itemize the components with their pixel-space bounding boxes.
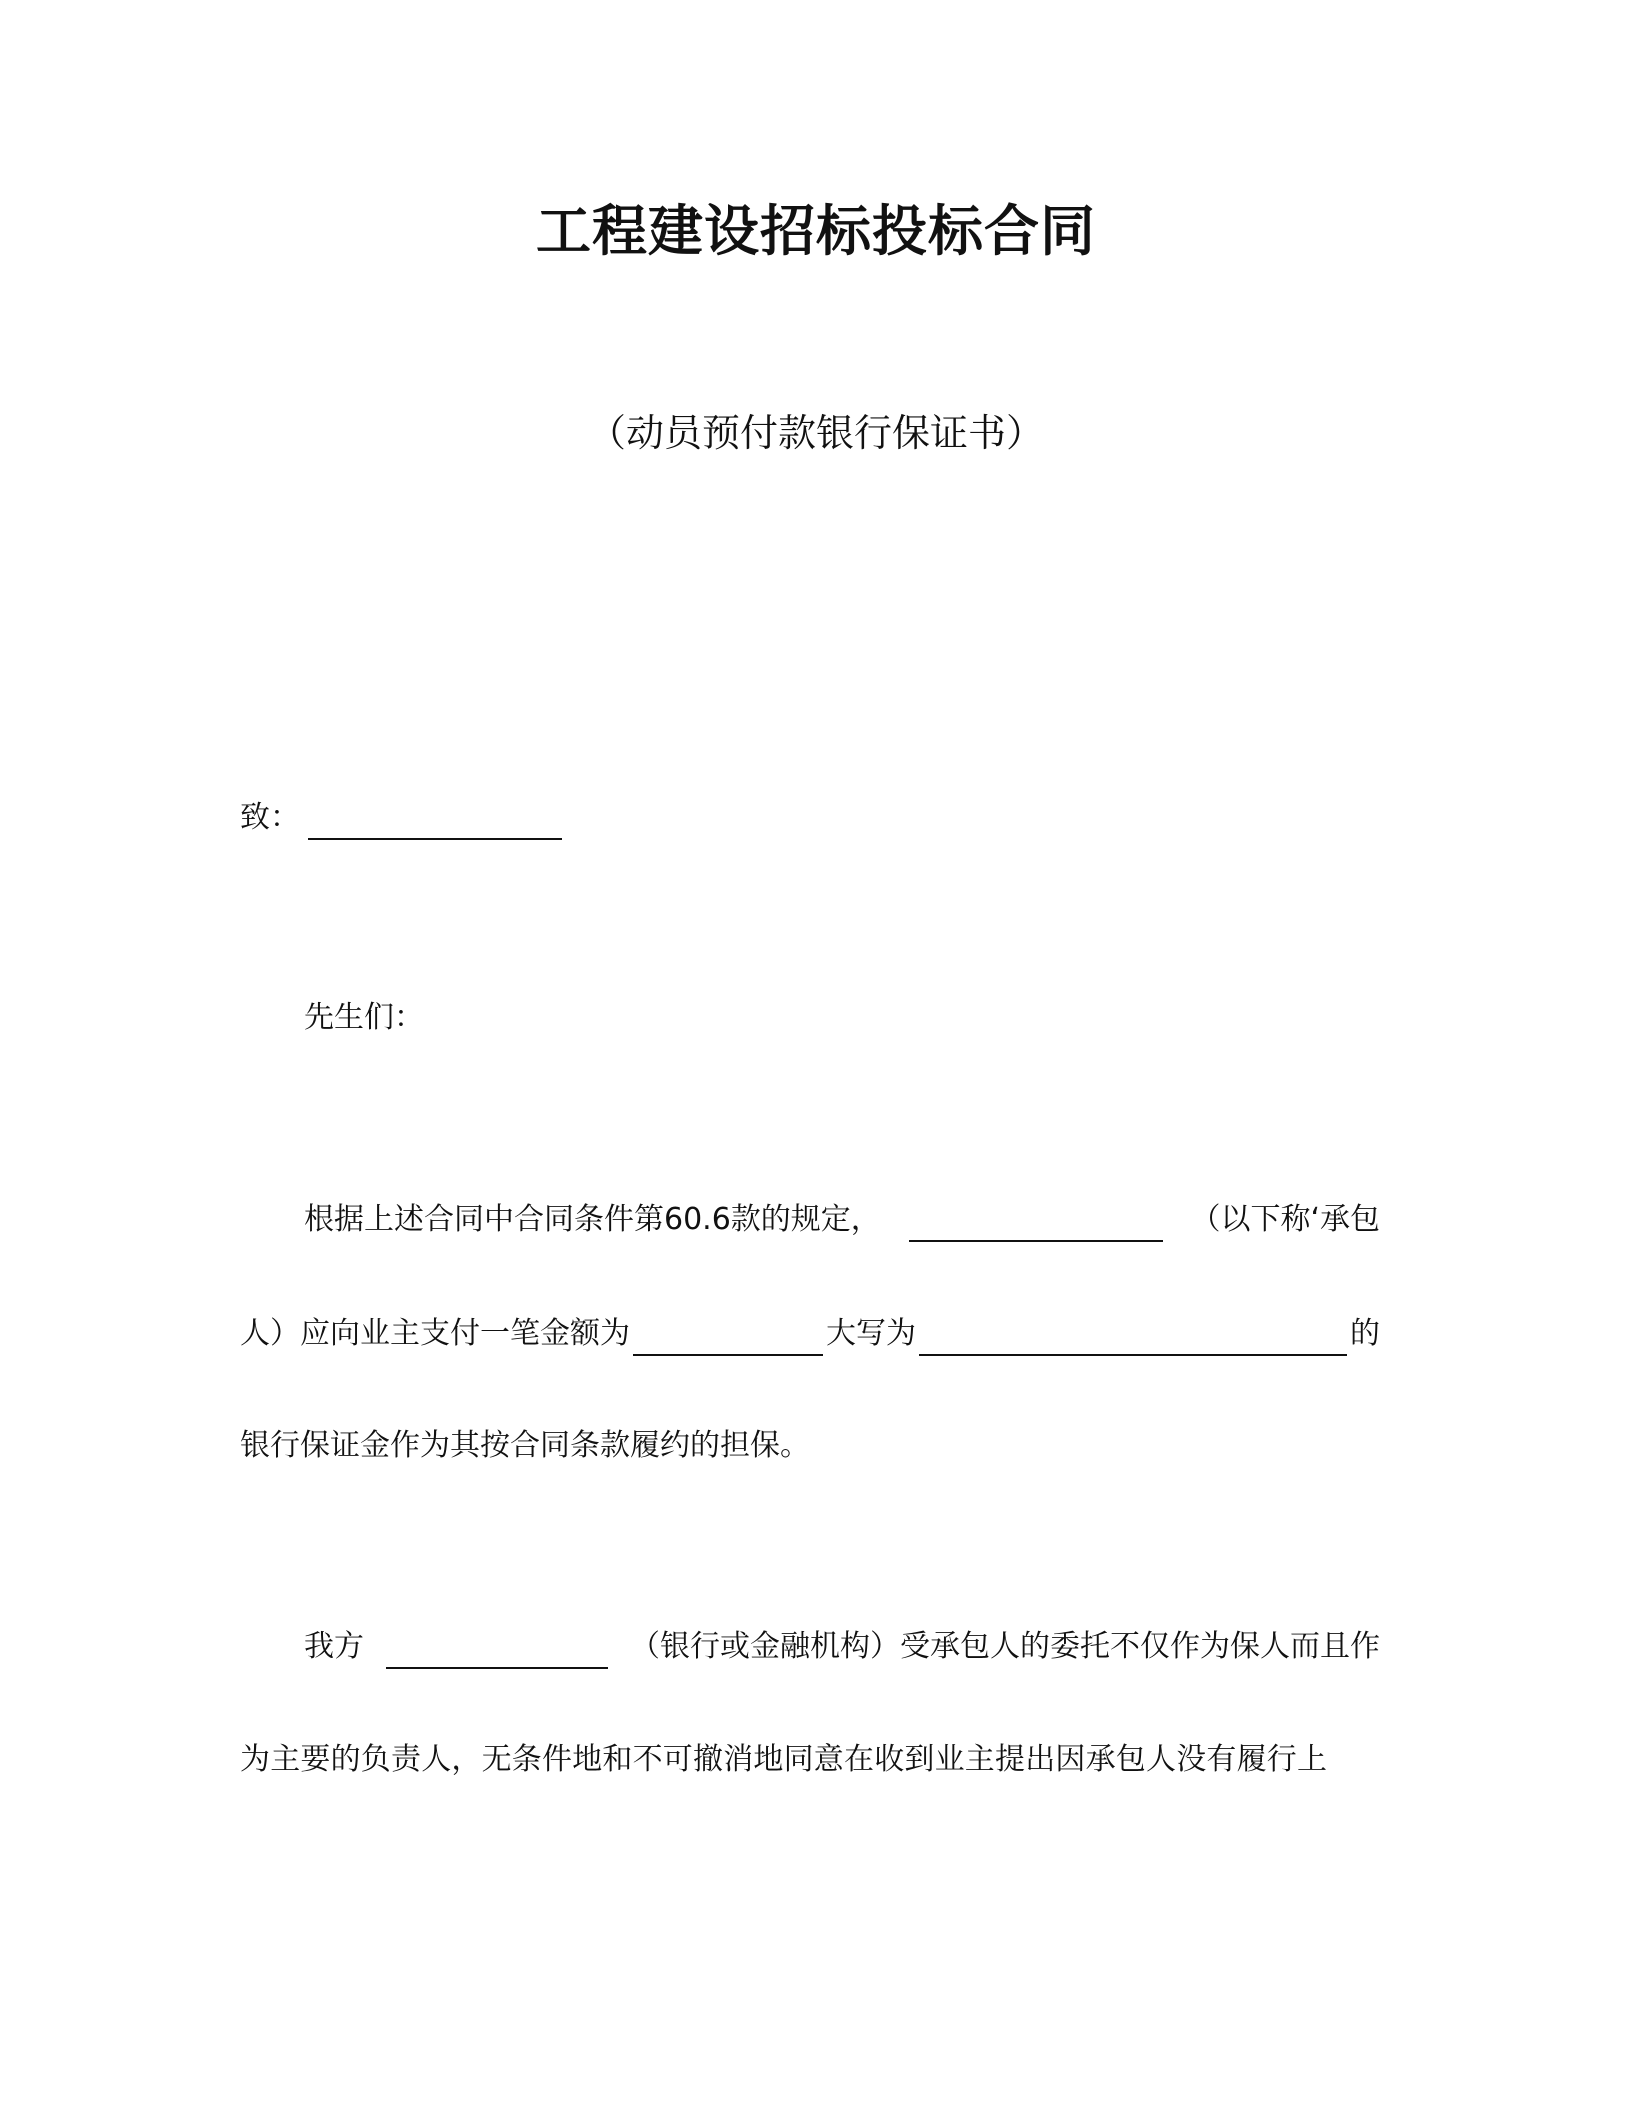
recipient-blank [308,802,562,840]
para2-line1 [304,1625,1380,1669]
para1-line2 [240,1312,1380,1356]
document-title: 工程建设招标投标合同 [535,199,1096,263]
salutation: 先生们： [304,1000,424,1035]
contractor-blank [909,1204,1163,1242]
para2-line1-text-b: （银行或金融机构）受承包人的委托不仅作为保人而且作 [630,1629,1380,1664]
para1-line2-text-a: 人）应向业主支付一笔金额为 [240,1316,630,1351]
para1-line3: 银行保证金作为其按合同条款履约的担保。 [240,1428,810,1463]
bank-blank [386,1631,608,1669]
para1-line2-text-c: 的 [1350,1316,1380,1351]
to-label: 致： [240,800,300,835]
document-subtitle: （动员预付款银行保证书） [587,411,1044,455]
para1-line1-text-b: （以下称‘承包 [1190,1202,1380,1237]
para2-line1-text-a: 我方 [304,1629,364,1664]
para1-line1 [304,1198,1380,1242]
para2-line2: 为主要的负责人，无条件地和不可撤消地同意在收到业主提出因承包人没有履行上 [240,1742,1328,1777]
para1-line1-text-a: 根据上述合同中合同条件第60.6款的规定， [304,1202,881,1237]
to-line [240,796,562,840]
para1-line2-text-b: 大写为 [826,1316,916,1351]
amount-words-blank [919,1318,1347,1356]
amount-blank [633,1318,823,1356]
